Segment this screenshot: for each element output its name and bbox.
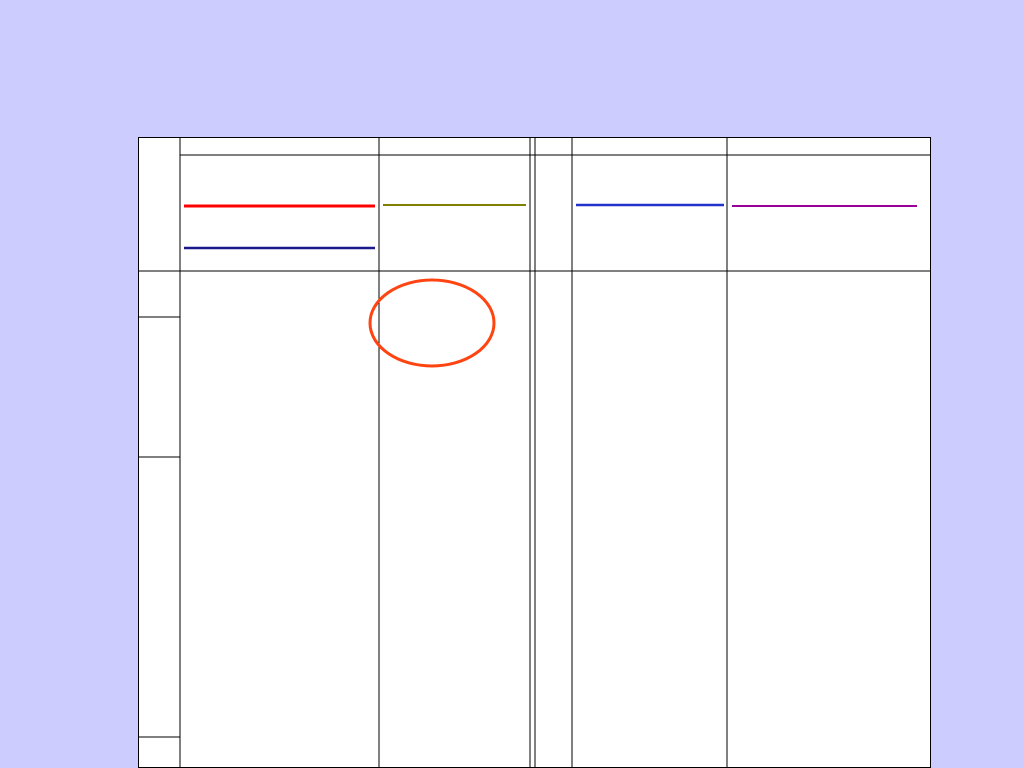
header-frame xyxy=(138,137,931,768)
track-headers xyxy=(184,205,917,248)
highlight-circle xyxy=(370,280,494,366)
well-log-plot xyxy=(138,137,931,768)
formation-zones xyxy=(138,317,180,737)
